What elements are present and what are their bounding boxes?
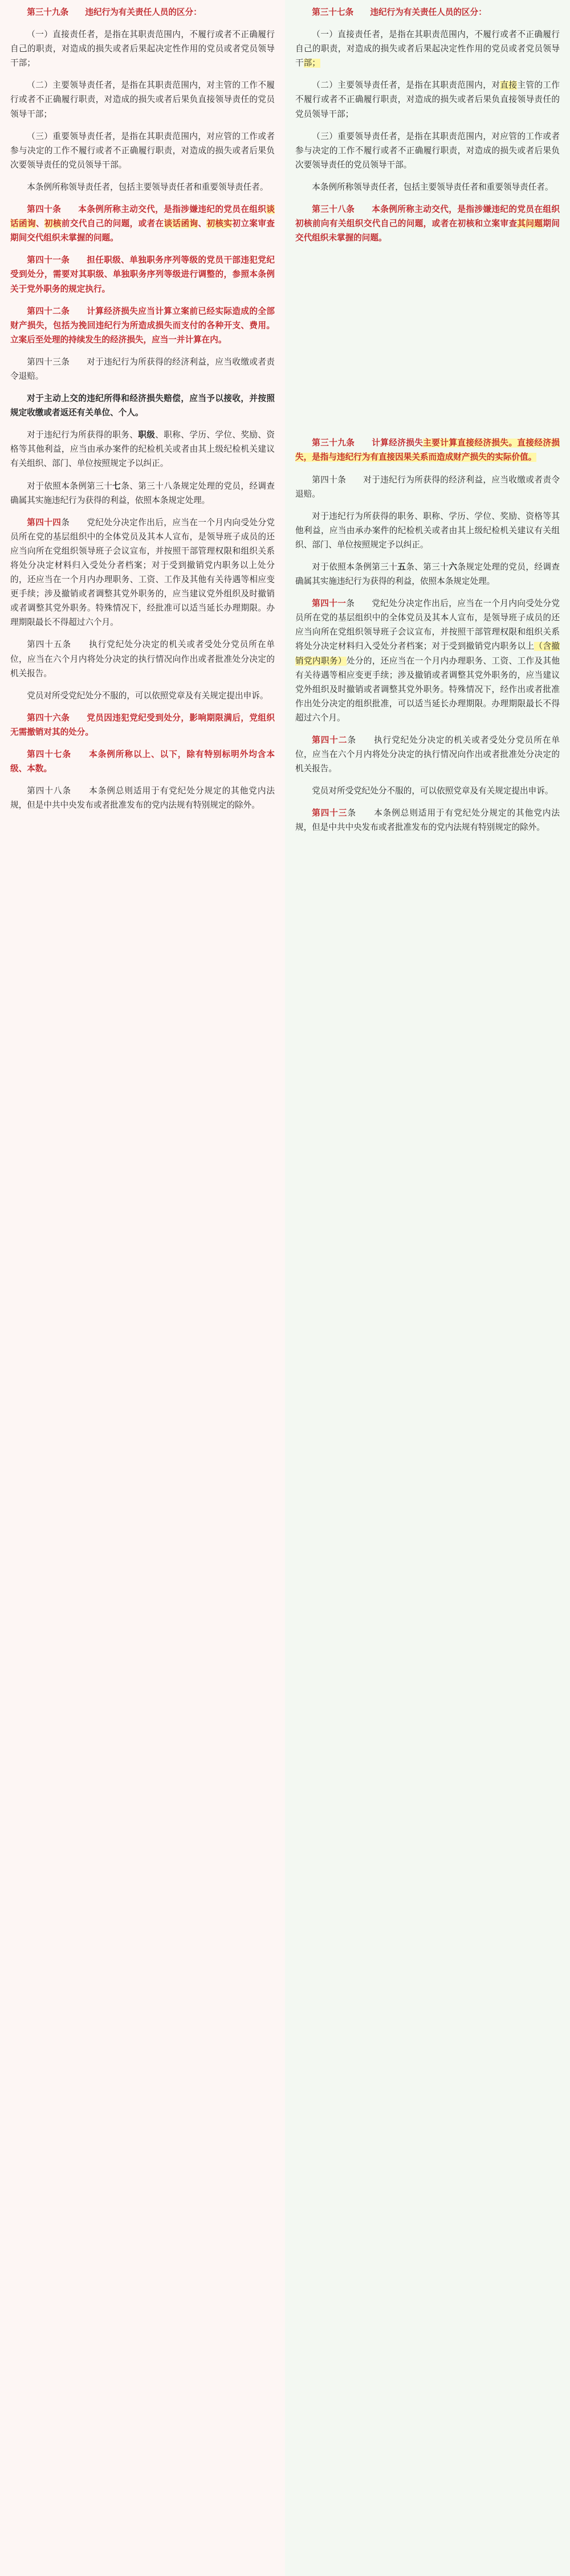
body-text: 处分的，还应当在一个月内办理职务、工资、工作及其他有关待遇等相应变更手续；涉及撤销或者调整其党外职务的，应当建议党外组织及时撤销或者调整其党外职务。特殊情况下，经作出或者批准作出处分决定的组织批准，可以适当延长办理期限。办理期限最长不得超过六个月。 — [295, 656, 560, 723]
revised-text: 应当 — [138, 306, 156, 316]
paragraph — [295, 28, 560, 71]
body-text: 第四十八条 本条例总则适用于有党纪处分规定的其他党内法规，但是中共中央发布或者批准发布的党内法规有特别规定的除外。 — [10, 787, 275, 810]
paragraph — [295, 560, 560, 589]
revised-text: 初 — [232, 219, 241, 229]
highlight-text: 部； — [303, 59, 320, 68]
body-text: 、 — [155, 431, 164, 440]
revised-text: 立案审查期间交代组织未掌握的问题。 — [10, 219, 275, 243]
body-text: 本条例所称领导责任者，包括主要领导责任者和重要领导责任者。 — [27, 182, 268, 192]
body-text: 对于违纪行为所获得的职务、职称、学历、学位、奖励、资格等其他利益，应当由承办案件的纪检机关或者由其上级纪检机关建议有关组织、部门、单位按照规定予以纠正。 — [295, 511, 560, 550]
paragraph — [10, 689, 275, 703]
body-text: 条 本条例总则适用于有党纪处分规定的其他党内法规，但是中共中央发布或者批准发布的党内法规有特别规定的除外。 — [295, 809, 560, 833]
revised-highlight-text: 主要计算直接经济损失。直接经济损失，是指与违纪行为有直接因果关系而造成财产损失的实际价值。 — [295, 439, 560, 462]
paragraph — [295, 510, 560, 552]
revised-text: 九 — [337, 439, 347, 448]
body-text: 对于违纪行为所获得的职务、 — [27, 431, 139, 440]
paragraph — [295, 130, 560, 173]
revised-text: 条 本条例所称主动交代，是指涉嫌违纪的党员在组织初核前向有关组织交代自己的问题，或者在初核和立案审查 — [295, 205, 560, 229]
body-text: 第四十三条 对于违纪行为所获得的经济利益，应当收缴或者责令退赔。 — [10, 357, 275, 381]
revised-text: 第四十 — [312, 736, 339, 745]
highlight-text: 直接 — [500, 81, 518, 91]
paragraph — [295, 436, 560, 465]
paragraph — [10, 181, 275, 195]
revised-text: 计算立案前已经实际造成的全部财产损失，包括为挽回违纪行为所造成损失而支付的各种开支、费用。立案后至处理的持续发生的经济损失，应当一并计算在内。 — [10, 306, 275, 345]
revised-highlight-text: 函询 — [181, 219, 198, 229]
body-text: 条、第三十八条规定处理的党员，经调查确属其实施违纪行为获得的利益，依照本条规定处理。 — [10, 481, 275, 505]
revised-highlight-text: 初核 — [44, 219, 62, 229]
paragraph — [295, 806, 560, 835]
revised-text: 第四十条 本条例所称主动交代，是指涉嫌违纪的党员在组织 — [27, 205, 267, 215]
revised-highlight-text: 谈话 — [10, 205, 275, 229]
paragraph — [295, 6, 560, 20]
body-text: 对于依照本条例第三十 — [27, 481, 113, 491]
paragraph — [10, 480, 275, 508]
revised-text: 七 — [336, 8, 345, 17]
paragraph — [10, 392, 275, 420]
revised-text: 、 — [198, 219, 207, 229]
revised-text: 第四十一条 担任职级、单独职务序列等级的党员干部违犯党纪受到处分，需要对其职级、单独职务序列等级进行调整的，参照本条例关于党外职务的规定执行。 — [10, 256, 275, 294]
revised-highlight-text: 初核 — [206, 219, 224, 229]
revised-text: 条 计算经济损失 — [346, 439, 424, 448]
body-text: 条规定处理的党员，经调查确属其实施违纪行为获得的利益，依照本条规定处理。 — [295, 562, 560, 587]
paragraph — [10, 305, 275, 347]
revised-text: 第三十 — [312, 439, 338, 448]
revised-text: 八 — [337, 205, 347, 215]
paragraph — [10, 784, 275, 813]
revised-text: 第三十 — [27, 8, 52, 17]
body-text: 条 党纪处分决定作出后，应当在一个月内向受处分党员所在党的基层组织中的全体党员及其本人宣布，是领导班子成员的还应当向所在党组织领导班子会议宣布，并按照干部管理权限和组织关系将处分决定材料归入受处分者档案；对于受到撤销党内职务以上处分的，还应当在一个月内办理职务、工资、工作及其他有关待遇等相应变更手续；涉及撤销或者调整其党外职务的，应当建议党外组织及时撤销或者调整其党外职务。特殊情况下，经批准可以适当延长办理期限。办理期限最长不得超过六个月。 — [10, 518, 275, 628]
revised-text: 一 — [337, 599, 347, 609]
revised-text: 第四十六条 党员因违犯党纪受到处分，影响期限满后，党组织无需撤销对其的处分。 — [10, 713, 275, 737]
paragraph — [295, 734, 560, 776]
revised-text: 条 违纪行为有关责任人员的区分： — [60, 8, 202, 17]
body-text: 条、第三十 — [406, 562, 449, 572]
revised-text: 第三十 — [312, 8, 337, 17]
body-text: 第四十五条 执行党纪处分决定的机关或者受处分党员所在单位，应当在六个月内将处分决定的执行情况向作出或者批准处分决定的机关报告。 — [10, 640, 275, 678]
revised-highlight-text: 实 — [223, 219, 233, 229]
revised-text: 、 — [35, 219, 44, 229]
paragraph — [10, 516, 275, 630]
emphasis-text: 职级 — [138, 431, 156, 440]
emphasis-text: 五 — [397, 562, 406, 572]
revised-text: 四 — [52, 518, 62, 527]
revised-text: 第四十二条 计算经济损失 — [27, 306, 139, 316]
body-text: （二）主要领导责任者，是指在其职责范围内，对 — [312, 81, 500, 91]
body-text: （三）重要领导责任者，是指在其职责范围内，对应管的工作或者参与决定的工作不履行或者不正确履行职责，对造成的损失或者后果负次要领导责任的党员领导干部。 — [10, 132, 275, 170]
body-text: （一）直接责任者，是指在其职责范围内，不履行或者不正确履行自己的职责，对造成的损失或者后果起决定性作用的党员或者党员领导干部； — [10, 30, 275, 68]
emphasis-text: 对于主动上交的违纪所得和经济损失赔偿，应当予以接收，并按照规定收缴或者返还有关单位、个人。 — [10, 394, 275, 418]
paragraph — [10, 28, 275, 71]
body-text: 条 执行党纪处分决定的机关或者受处分党员所在单位，应当在六个月内将处分决定的执行情况向作出或者批准处分决定的机关报告。 — [295, 736, 560, 774]
paragraph — [10, 748, 275, 776]
body-text: 主管的工作不履行或者不正确履行职责，对造成的损失或者后果负直接领导责任的党员领导干部； — [295, 81, 560, 119]
revised-highlight-text: 谈话 — [164, 219, 181, 229]
revised-text: 第四十 — [312, 809, 339, 818]
paragraph — [10, 6, 275, 20]
paragraph — [10, 638, 275, 681]
revised-text: 二 — [338, 736, 348, 745]
right-column-new-version — [285, 0, 570, 2576]
body-text: （三）重要领导责任者，是指在其职责范围内，对应管的工作或者参与决定的工作不履行或者不正确履行职责，对造成的损失或者后果负次要领导责任的党员领导干部。 — [295, 132, 560, 170]
body-text: 对于依照本条例第三十 — [312, 562, 398, 572]
body-text: 条 党纪处分决定作出后，应当在一个月内向受处分党员所在党的基层组织中的全体党员及其本人宣布，是领导班子成员的还应当向所在党组织领导班子会议宣布，并按照干部管理权限和组织关系将处分决定材料归入受处分者档案；对于受到撤销党内职务以上 — [295, 599, 560, 652]
paragraph — [10, 428, 275, 471]
revised-text: 三 — [338, 809, 348, 818]
revised-text: 期间交代组织未掌握的问题。 — [295, 219, 560, 243]
emphasis-text: 六 — [449, 562, 458, 572]
paragraph — [10, 355, 275, 384]
body-text: （二）主要领导责任者，是指在其职责范围内，对主管的工作不履行或者不正确履行职责，对造成的损失或者后果负直接领导责任的党员领导干部； — [10, 81, 275, 119]
paragraph — [10, 79, 275, 121]
paragraph — [10, 711, 275, 740]
body-text: 本条例所称领导责任者，包括主要领导责任者和重要领导责任者。 — [312, 182, 553, 192]
revised-text: 第四十七条 本条例所称以上、以下，除有特别标明外均含本级、本数。 — [10, 750, 275, 774]
body-text: 党员对所受党纪处分不服的，可以依照党章及有关规定提出申诉。 — [312, 787, 553, 796]
revised-text: 第四十 — [312, 599, 338, 609]
paragraph — [295, 253, 560, 254]
revised-text: 第四十 — [27, 518, 53, 527]
body-text: 第四十条 对于违纪行为所获得的经济利益，应当收缴或者责令退赔。 — [295, 475, 560, 499]
paragraph — [295, 597, 560, 726]
paragraph — [295, 181, 560, 195]
paragraph — [295, 473, 560, 502]
revised-text: 第三十 — [312, 205, 338, 215]
body-text: （一）直接责任者，是指在其职责范围内，不履行或者不正确履行自己的职责，对造成的损失或者后果起决定性作用的党员或者党员领导干 — [295, 30, 560, 68]
emphasis-text: 七 — [112, 481, 121, 491]
revised-highlight-text: 函询 — [18, 219, 36, 229]
paragraph — [10, 130, 275, 173]
paragraph — [295, 79, 560, 121]
revised-highlight-text: 其问题 — [517, 219, 543, 229]
paragraph — [295, 784, 560, 798]
body-text: 职称、学历、学位、奖励、资格等其他利益，应当由承办案件的纪检机关或者由其上级纪检机关建议有关组织、部门、单位按照规定予以纠正。 — [10, 431, 275, 469]
revised-text: 条 违纪行为有关责任人员的区分： — [345, 8, 487, 17]
paragraph — [10, 203, 275, 245]
revised-text: 九 — [51, 8, 60, 17]
revised-text: 前交代自己的问题，或者在 — [61, 219, 164, 229]
paragraph — [10, 253, 275, 296]
body-text: 党员对所受党纪处分不服的，可以依照党章及有关规定提出申诉。 — [27, 691, 268, 701]
paragraph — [295, 203, 560, 245]
highlight-text: （含撤销党内职务） — [295, 642, 560, 666]
